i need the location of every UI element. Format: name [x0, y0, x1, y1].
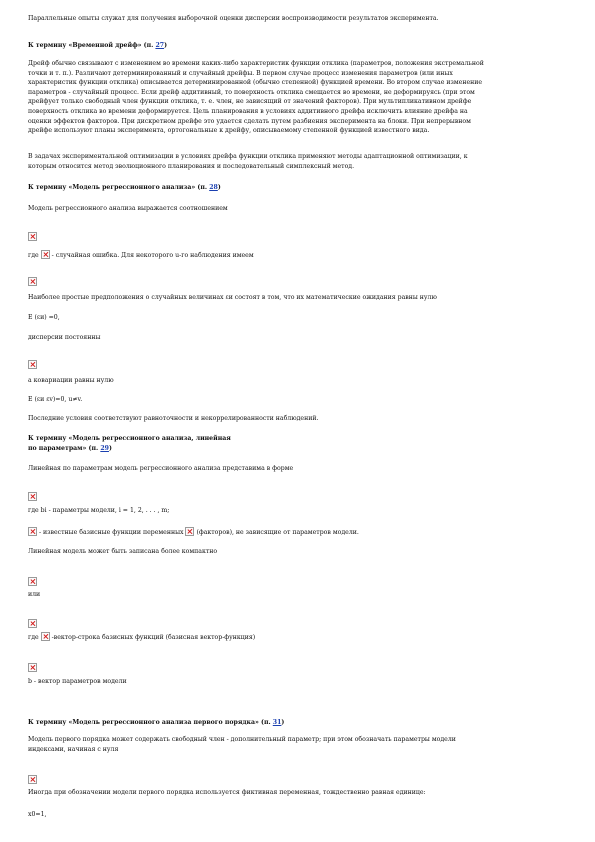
vector-text: -вектор-строка базисных функций (базисная вектор-функция) [49, 634, 256, 641]
page-ref-link[interactable]: 31 [272, 719, 282, 726]
linear-text: Линейная по параметрам модель регрессионного анализа представима в форме [28, 465, 294, 472]
section-heading-first-order [28, 718, 284, 728]
or-text: или [28, 591, 41, 598]
broken-formula-image [28, 611, 37, 630]
section-heading-linear [28, 434, 573, 453]
where-prefix: где [28, 634, 41, 641]
where-prefix: где [28, 252, 41, 259]
heading-text: К термину «Модель регрессионного анализа первого порядка» (п. [28, 719, 273, 726]
paragraph-line: оценки эффектов факторов. При дискретном дрейфе это удается сделать путем разбиения эксперимента на блоки. При непрерывном [28, 117, 471, 125]
basis-text: - известные базисные функции переменных [37, 529, 186, 536]
broken-formula-image [28, 767, 37, 786]
drift-note-paragraph [28, 152, 573, 171]
page-ref-link[interactable]: 27 [155, 42, 165, 49]
where-error-line [28, 250, 254, 261]
broken-formula-image [28, 224, 37, 243]
heading-text: по параметрам» (п. [28, 444, 101, 452]
where-text: - случайная ошибка. Для некоторого u-го наблюдения имеем [49, 252, 254, 259]
paragraph-line: точки и т. п.). Различают детерминированный и случайный дрейфы. В первом случае процесс изменения параметров (или иных [28, 69, 453, 77]
vector-row-line [28, 632, 255, 643]
broken-formula-image [28, 269, 37, 288]
assumption-text: Наиболее простые предположения о случайных величинах εи состоят в том, что их математические ожидания равны нулю [28, 294, 437, 301]
regression-text: Модель регрессионного анализа выражается соотношением [28, 205, 228, 212]
heading-close: ) [217, 184, 221, 191]
compact-text: Линейная модель может быть записана более компактно [28, 548, 218, 555]
paragraph-line: Модель первого порядка может содержать свободный член - дополнительный параметр; при этом обозначать параметры модели [28, 736, 456, 743]
section-heading-drift [28, 41, 167, 51]
x0-formula: x0=1, [28, 811, 47, 818]
paragraph-line: дрейфе используют планы эксперимента, ортогональные к дрейфу, описываемому степенной функцией известного вида. [28, 127, 430, 135]
covariance-text: а ковариации равны нулю [28, 377, 114, 384]
params-text: где bi - параметры модели, i = 1, 2, . . . , m; [28, 507, 170, 514]
conditions-text: Последние условия соответствуют равноточности и некоррелированности наблюдений. [28, 415, 319, 422]
intro-text: Параллельные опыты служат для получения выборочной оценки дисперсии воспроизводимости результатов эксперимента. [28, 15, 439, 22]
paragraph-line: индексами, начиная с нуля [28, 745, 119, 753]
first-order-paragraph [28, 735, 573, 754]
variance-text: дисперсии постоянны [28, 334, 101, 341]
basis-text-end: (факторов), не зависящие от параметров модели. [194, 529, 359, 536]
paragraph-line: поверхность отклика во времени деформируется. Цель планирования в условиях аддитивного дрейфа исключить влияние дрейфа на [28, 107, 468, 115]
heading-close: ) [108, 444, 112, 452]
broken-formula-image [28, 484, 37, 503]
broken-formula-image [41, 250, 50, 259]
broken-formula-image [28, 352, 37, 371]
paragraph-line: параметров - случайный процесс. Если дрейф аддитивный, то поверхность отклика смещается во времени, не деформируясь (при этом [28, 88, 475, 96]
heading-text: К термину «Временной дрейф» (п. [28, 42, 156, 49]
covariance-formula: E (εи εv)=0, u≠v. [28, 396, 83, 403]
heading-close: ) [281, 719, 285, 726]
heading-text: К термину «Модель регрессионного анализа» (п. [28, 184, 210, 191]
paragraph-line: которым относится метод эволюционного планирования и последовательный симплексный метод. [28, 162, 355, 170]
page-ref-link[interactable]: 29 [100, 444, 109, 452]
expectation-formula: E (εи) =0, [28, 314, 60, 321]
param-vector-text: b - вектор параметров модели [28, 678, 127, 685]
paragraph-line: Дрейф обычно связывают с изменением во времени каких-либо характеристик функции отклика (параметров, положения экстремальной [28, 60, 484, 67]
broken-formula-image [185, 527, 194, 536]
paragraph-line: характеристик функции отклика) описывается детерминированной (обычно степенной) функцией времени. Во втором случае изменение [28, 79, 483, 87]
section-heading-regression [28, 183, 221, 193]
basis-functions-line [28, 527, 359, 538]
page-ref-link[interactable]: 28 [209, 184, 218, 191]
broken-formula-image [41, 632, 50, 641]
paragraph-line: дрейфует только свободный член функции отклика, т. е. член, не зависящий от значений факторов). При мультипликативном дрейфе [28, 98, 472, 106]
fictitious-variable-text: Иногда при обозначении модели первого порядка используется фиктивная переменная, тождественно равная единице: [28, 789, 426, 796]
drift-paragraph [28, 59, 573, 136]
heading-text: К термину «Модель регрессионного анализа, линейная [28, 435, 231, 442]
broken-formula-image [28, 569, 37, 588]
paragraph-line: В задачах экспериментальной оптимизации в условиях дрейфа функции отклика применяют методы адаптационной оптимизации, к [28, 153, 468, 160]
broken-formula-image [28, 527, 37, 536]
heading-close: ) [164, 42, 167, 49]
broken-formula-image [28, 655, 37, 674]
